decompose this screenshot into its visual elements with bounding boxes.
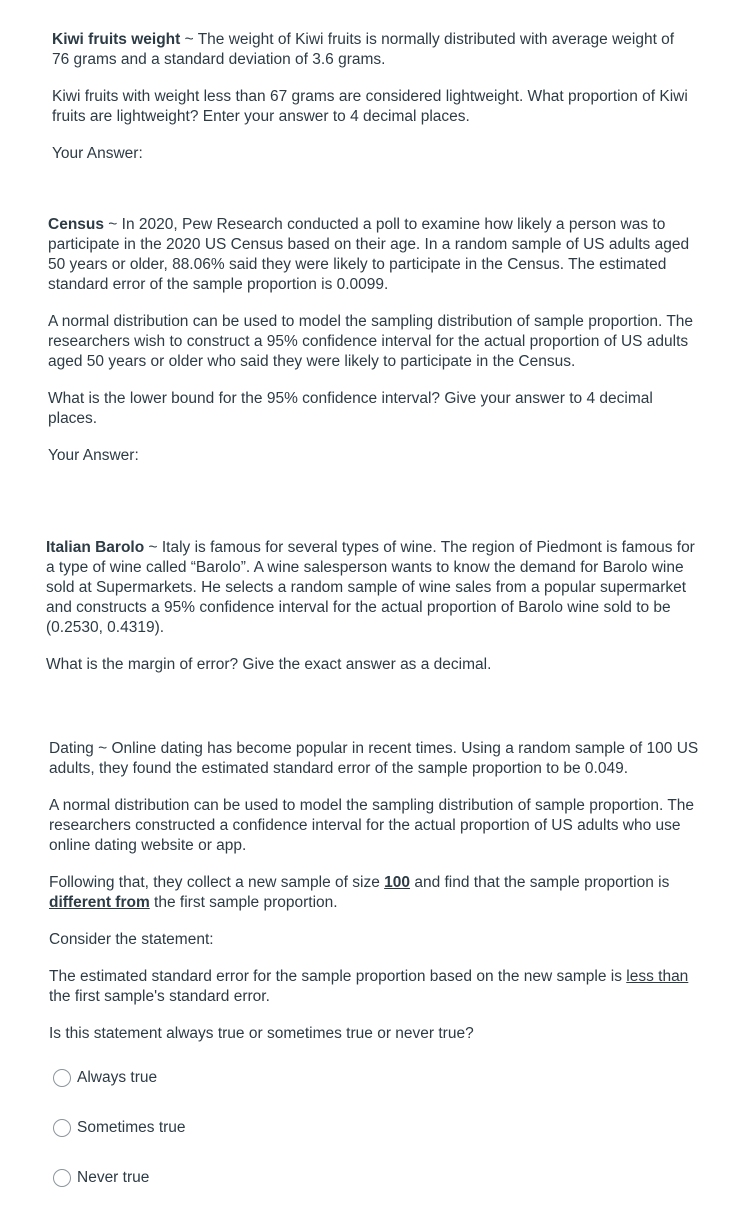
radio-button[interactable] <box>53 1069 71 1087</box>
choice-sometimes-true[interactable] <box>49 1116 699 1140</box>
radio-button[interactable] <box>53 1119 71 1137</box>
dating-less-than: less than <box>626 968 689 985</box>
dating-stmt-b: the first sample's standard error. <box>49 988 270 1005</box>
dating-different-from: different from <box>49 894 150 911</box>
dating-sample-size: 100 <box>384 874 411 891</box>
dating-para3-c: the first sample proportion. <box>149 894 338 911</box>
radio-button[interactable] <box>53 1169 71 1187</box>
dating-stmt-a: The estimated standard error for the sample proportion based on the new sample is <box>49 968 627 985</box>
dating-choices <box>49 1066 699 1190</box>
kiwi-question: Kiwi fruits with weight less than 67 grams are considered lightweight. What proportion of Kiwi fruits are lightweight? Enter your answer to 4 decimal places. <box>52 88 688 125</box>
choice-always-true[interactable] <box>49 1066 699 1090</box>
question-dating <box>49 739 699 1216</box>
choice-label: Never true <box>77 1169 150 1186</box>
dating-title: Dating <box>49 740 94 757</box>
dating-intro-text: Online dating has become popular in recent times. Using a random sample of 100 US adults, they found the estimated standard error of the sample proportion to be 0.049. <box>49 740 699 777</box>
barolo-sep: ~ <box>144 539 162 556</box>
question-census <box>48 215 698 483</box>
kiwi-answer-label: Your Answer: <box>52 145 143 162</box>
barolo-title: Italian Barolo <box>46 539 145 556</box>
census-answer-label: Your Answer: <box>48 447 139 464</box>
census-intro-text: In 2020, Pew Research conducted a poll to examine how likely a person was to participate in the 2020 US Census based on their age. In a random sample of US adults aged 50 years or older, 88.06% said they were likely to participate in the Census. The estimated standard error of the sample proportion is 0.0099. <box>48 216 690 293</box>
kiwi-sep: ~ <box>180 31 198 48</box>
barolo-intro-text: Italy is famous for several types of wine. The region of Piedmont is famous for a type of wine called “Barolo”. A wine salesperson wants to know the demand for Barolo wine sold at Supermarkets. He selects a random sample of wine sales from a popular supermarket and constructs a 95% confidence interval for the actual proportion of Barolo wine sold to be (0.2530, 0.4319). <box>46 539 695 636</box>
census-para2: A normal distribution can be used to model the sampling distribution of sample proportion. The researchers wish to construct a 95% confidence interval for the actual proportion of US adults aged 50 years or older who said they were likely to participate in the Census. <box>48 313 694 370</box>
dating-para3-a: Following that, they collect a new sample of size <box>49 874 385 891</box>
dating-para3-b: and find that the sample proportion is <box>410 874 670 891</box>
dating-question: Is this statement always true or sometimes true or never true? <box>49 1025 474 1042</box>
dating-intro <box>49 739 699 779</box>
dating-sep: ~ <box>93 740 112 757</box>
dating-para3 <box>49 873 699 913</box>
census-question: What is the lower bound for the 95% confidence interval? Give your answer to 4 decimal places. <box>48 390 653 427</box>
kiwi-intro-text: The weight of Kiwi fruits is normally distributed with average weight of 76 grams and a standard deviation of 3.6 grams. <box>52 31 675 68</box>
dating-para2: A normal distribution can be used to model the sampling distribution of sample proportion. The researchers constructed a confidence interval for the actual proportion of US adults who use online dating website or app. <box>49 797 695 854</box>
question-kiwi <box>52 30 692 181</box>
census-intro <box>48 215 698 295</box>
census-title: Census <box>48 216 104 233</box>
choice-label: Always true <box>77 1069 158 1086</box>
kiwi-title: Kiwi fruits weight <box>52 31 181 48</box>
question-barolo <box>46 538 706 692</box>
kiwi-intro <box>52 30 692 70</box>
barolo-intro <box>46 538 706 638</box>
dating-consider: Consider the statement: <box>49 931 214 948</box>
barolo-question: What is the margin of error? Give the exact answer as a decimal. <box>46 656 492 673</box>
dating-statement <box>49 967 699 1007</box>
choice-label: Sometimes true <box>77 1119 186 1136</box>
census-sep: ~ <box>104 216 122 233</box>
choice-never-true[interactable] <box>49 1166 699 1190</box>
